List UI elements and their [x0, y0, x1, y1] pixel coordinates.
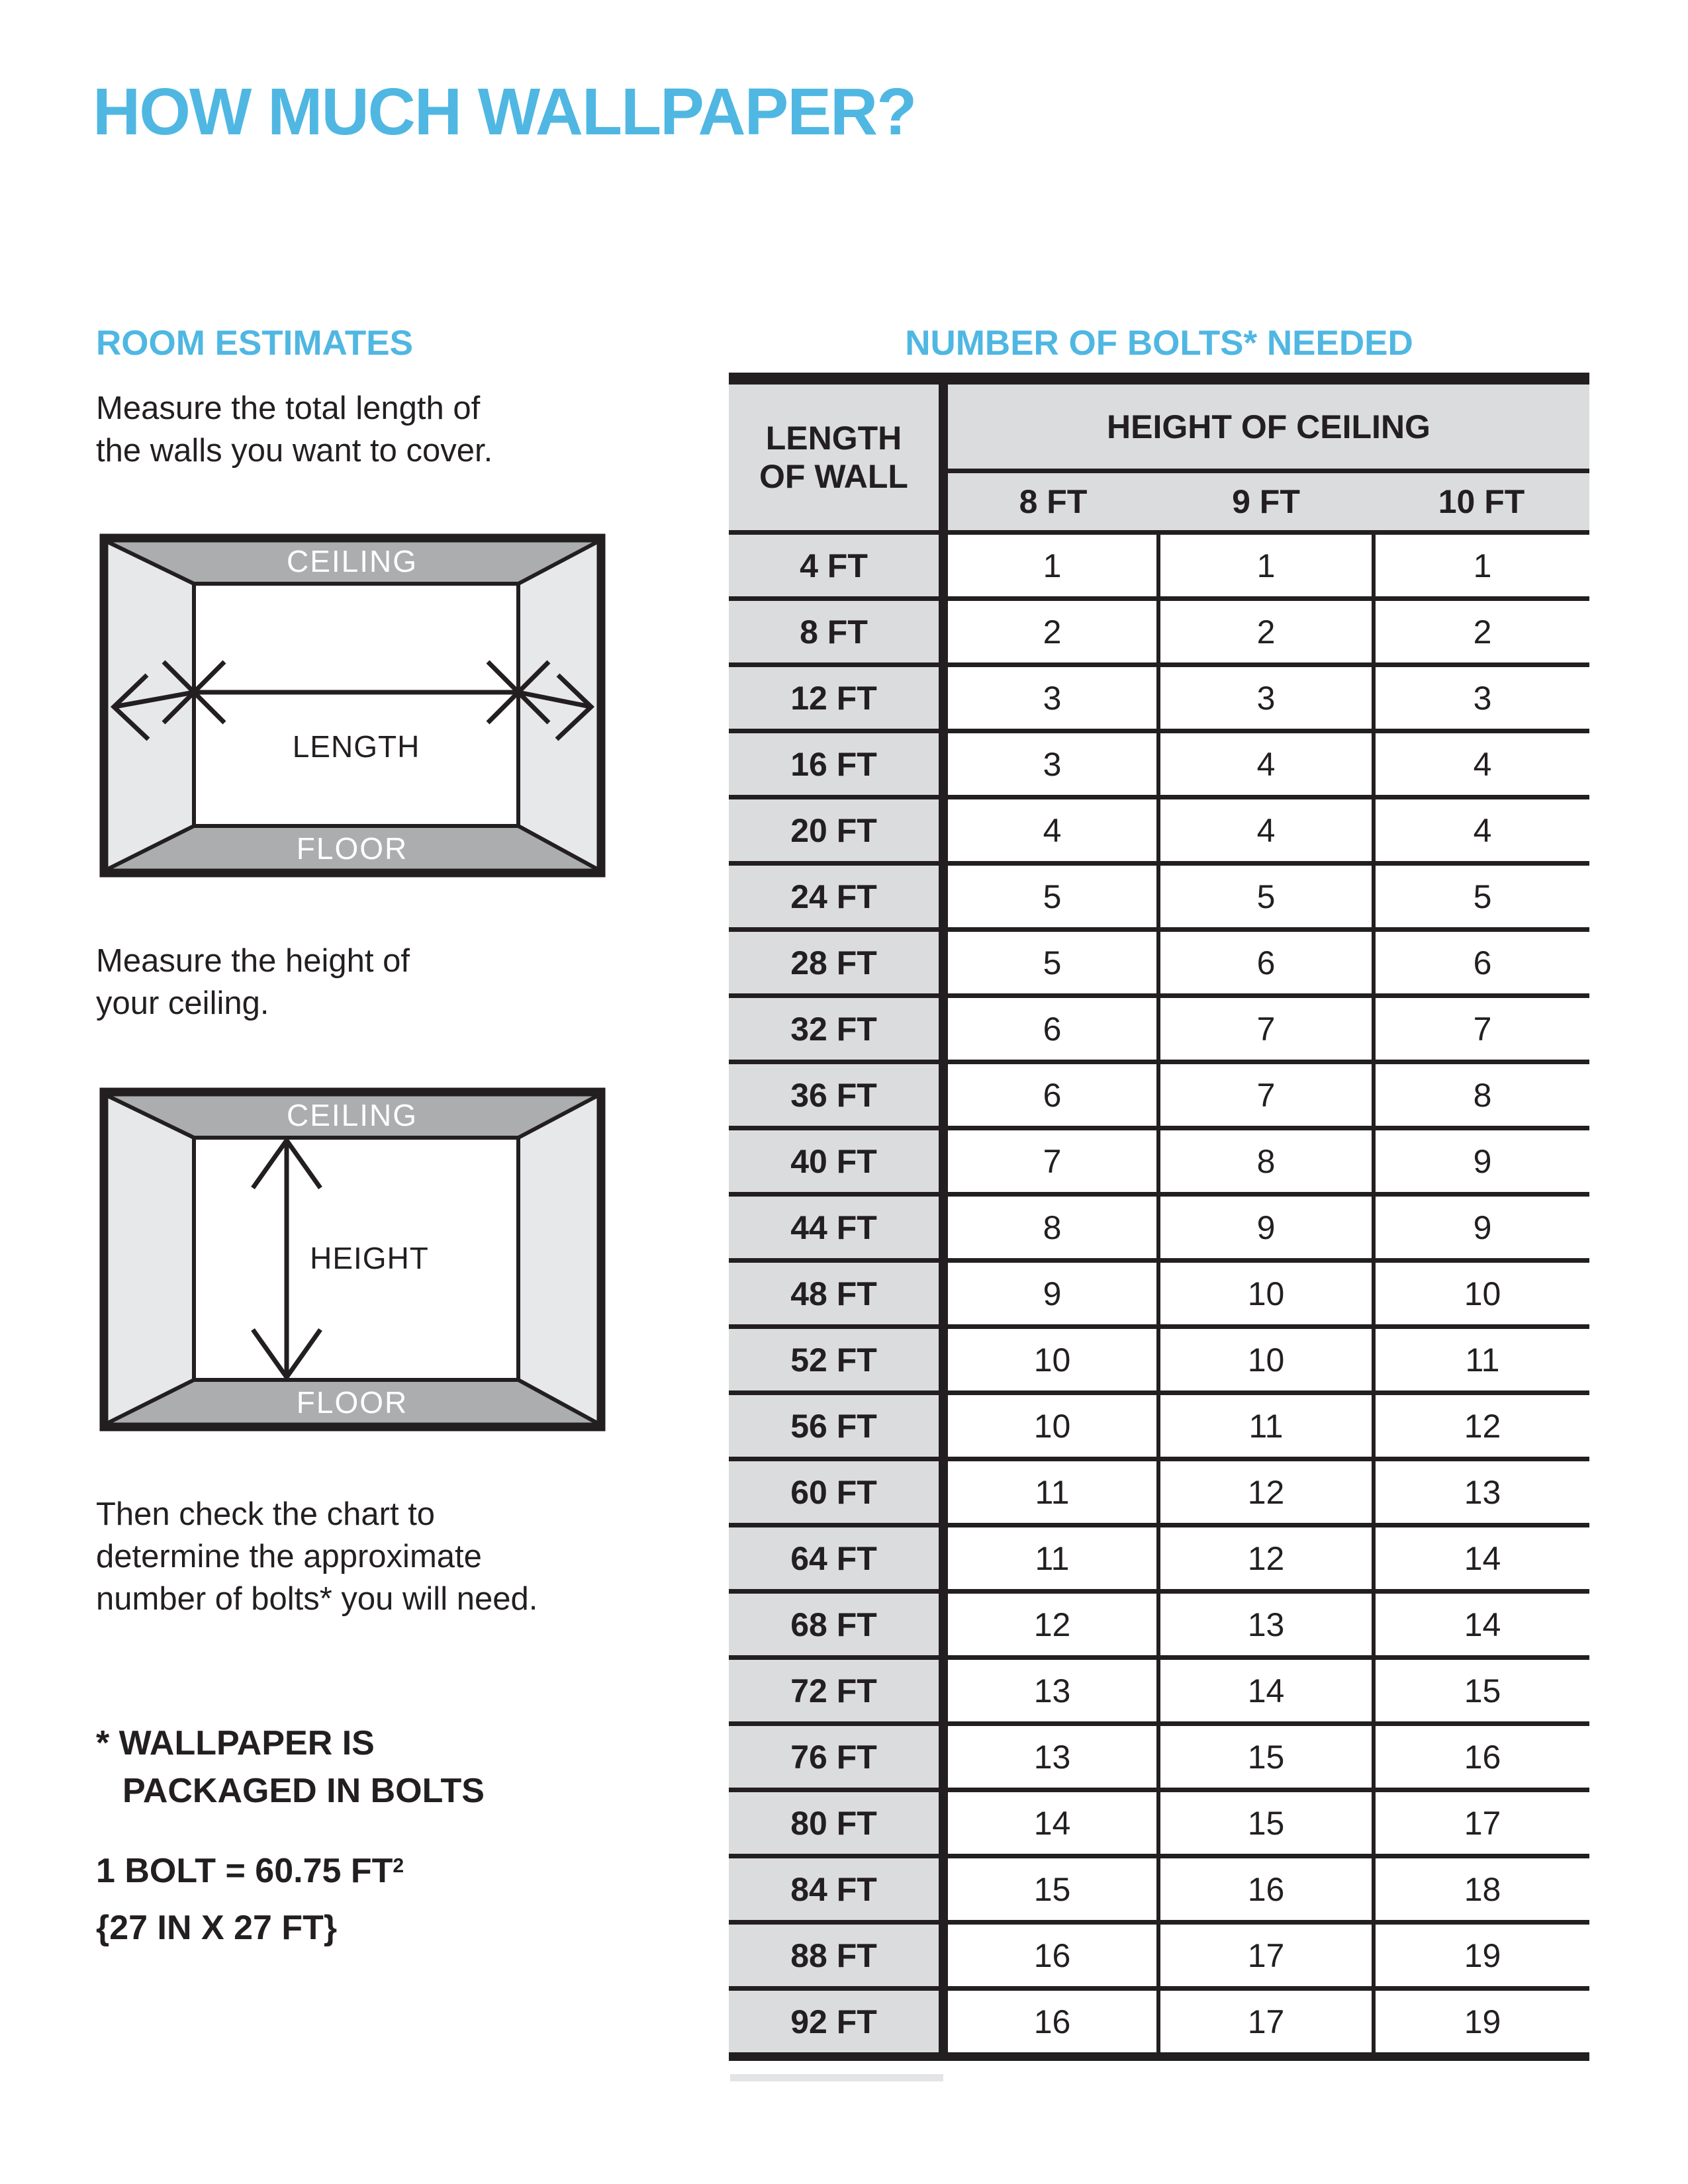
bolt-count-cell: 8	[943, 1195, 1158, 1261]
table-row	[729, 1923, 1589, 1989]
bolt-count-cell: 12	[943, 1592, 1158, 1658]
bolt-count-cell: 4	[1158, 797, 1374, 864]
wall-length-label: 16 FT	[729, 731, 943, 797]
table-row	[729, 996, 1589, 1062]
wall-length-label: 8 FT	[729, 599, 943, 665]
bolt-count-cell: 1	[1158, 533, 1374, 599]
table-row	[729, 1062, 1589, 1128]
height-of-ceiling-header: HEIGHT OF CEILING	[943, 379, 1589, 471]
floor-label: FLOOR	[296, 831, 408, 866]
bolt-count-cell: 6	[943, 1062, 1158, 1128]
wall-length-label: 92 FT	[729, 1989, 943, 2057]
bolt-count-cell: 5	[1158, 864, 1374, 930]
wall-length-label: 40 FT	[729, 1128, 943, 1195]
wall-length-label: 76 FT	[729, 1724, 943, 1790]
wall-length-label: 68 FT	[729, 1592, 943, 1658]
bolt-count-cell: 9	[1158, 1195, 1374, 1261]
table-row	[729, 1261, 1589, 1327]
bolt-count-cell: 11	[1158, 1393, 1374, 1459]
bolt-count-cell: 15	[1374, 1658, 1589, 1724]
bolt-footnote	[96, 1719, 485, 1815]
right-wall-shape	[518, 1096, 597, 1423]
bolt-count-cell: 10	[1158, 1261, 1374, 1327]
ceiling-label: CEILING	[286, 544, 418, 578]
table-row	[729, 1327, 1589, 1393]
measure-height-paragraph	[96, 940, 410, 1024]
bolt-count-cell: 9	[943, 1261, 1158, 1327]
bolts-table	[729, 373, 1589, 2061]
wall-length-label: 56 FT	[729, 1393, 943, 1459]
bolt-count-cell: 10	[943, 1393, 1158, 1459]
height-dimension-label: HEIGHT	[310, 1241, 429, 1275]
paragraph-line: number of bolts* you will need.	[96, 1581, 538, 1617]
table-row	[729, 1724, 1589, 1790]
bolt-count-cell: 2	[1374, 599, 1589, 665]
bolt-count-cell: 18	[1374, 1856, 1589, 1923]
bolt-count-cell: 16	[1374, 1724, 1589, 1790]
bolt-count-cell: 5	[943, 864, 1158, 930]
bolt-count-cell: 11	[1374, 1327, 1589, 1393]
bolt-count-cell: 7	[1158, 996, 1374, 1062]
wall-length-label: 48 FT	[729, 1261, 943, 1327]
table-row	[729, 1989, 1589, 2057]
paragraph-line: the walls you want to cover.	[96, 433, 493, 469]
wall-length-label: 36 FT	[729, 1062, 943, 1128]
bolt-count-cell: 4	[1374, 797, 1589, 864]
table-row	[729, 930, 1589, 996]
table-row	[729, 599, 1589, 665]
bolt-count-cell: 15	[1158, 1790, 1374, 1856]
wall-length-label: 4 FT	[729, 533, 943, 599]
bolt-count-cell: 13	[1158, 1592, 1374, 1658]
bolt-count-cell: 2	[943, 599, 1158, 665]
bolt-count-cell: 10	[1374, 1261, 1589, 1327]
bolt-dimensions: {27 IN X 27 FT}	[96, 1909, 338, 1947]
wall-length-label: 64 FT	[729, 1525, 943, 1592]
bolt-count-cell: 7	[943, 1128, 1158, 1195]
length-dimension-label: LENGTH	[292, 729, 420, 764]
bolts-table-container	[729, 373, 1589, 2061]
wall-length-label: 20 FT	[729, 797, 943, 864]
bolt-count-cell: 14	[1374, 1592, 1589, 1658]
wall-length-label: 72 FT	[729, 1658, 943, 1724]
bolt-count-cell: 11	[943, 1525, 1158, 1592]
bolt-count-cell: 13	[943, 1658, 1158, 1724]
bolt-count-cell: 4	[943, 797, 1158, 864]
bolt-count-cell: 5	[943, 930, 1158, 996]
bolts-needed-heading: NUMBER OF BOLTS* NEEDED	[905, 324, 1413, 363]
bolt-count-cell: 9	[1374, 1195, 1589, 1261]
footnote-line: PACKAGED IN BOLTS	[122, 1772, 485, 1810]
bolt-count-cell: 11	[943, 1459, 1158, 1525]
ceiling-label: CEILING	[286, 1098, 418, 1132]
bolt-count-cell: 17	[1158, 1923, 1374, 1989]
room-estimates-heading: ROOM ESTIMATES	[96, 324, 413, 363]
paragraph-line: Measure the height of	[96, 943, 410, 979]
column-header-8ft: 8 FT	[943, 471, 1158, 533]
table-row	[729, 1592, 1589, 1658]
wall-length-label: 88 FT	[729, 1923, 943, 1989]
room-height-diagram	[99, 1087, 606, 1432]
bolt-count-cell: 15	[1158, 1724, 1374, 1790]
table-row	[729, 731, 1589, 797]
bolt-count-cell: 6	[1374, 930, 1589, 996]
bolts-table-body	[729, 533, 1589, 2057]
bolt-count-cell: 16	[943, 1923, 1158, 1989]
bolt-count-cell: 1	[943, 533, 1158, 599]
bolt-count-cell: 17	[1158, 1989, 1374, 2057]
bolt-count-cell: 7	[1374, 996, 1589, 1062]
bolt-count-cell: 5	[1374, 864, 1589, 930]
page-title: HOW MUCH WALLPAPER?	[93, 75, 916, 149]
bolt-count-cell: 3	[943, 731, 1158, 797]
table-bottom-shadow	[730, 2074, 943, 2081]
bolt-count-cell: 12	[1158, 1459, 1374, 1525]
table-row	[729, 1128, 1589, 1195]
bolt-count-cell: 19	[1374, 1989, 1589, 2057]
check-chart-paragraph	[96, 1493, 538, 1620]
bolt-count-cell: 16	[1158, 1856, 1374, 1923]
table-row	[729, 864, 1589, 930]
bolt-count-cell: 14	[943, 1790, 1158, 1856]
bolt-count-cell: 4	[1158, 731, 1374, 797]
table-row	[729, 533, 1589, 599]
length-of-wall-header: LENGTH OF WALL	[729, 379, 943, 533]
wall-length-label: 60 FT	[729, 1459, 943, 1525]
bolt-count-cell: 10	[943, 1327, 1158, 1393]
bolt-equation: 1 BOLT = 60.75 $FT^2$	[96, 1852, 404, 1890]
table-row	[729, 1459, 1589, 1525]
table-header-row-1	[729, 379, 1589, 471]
column-header-9ft: 9 FT	[1158, 471, 1374, 533]
bolt-count-cell: 19	[1374, 1923, 1589, 1989]
table-row	[729, 1393, 1589, 1459]
left-wall-shape	[108, 1096, 194, 1423]
table-row	[729, 1856, 1589, 1923]
paragraph-line: Then check the chart to	[96, 1496, 436, 1532]
bolt-count-cell: 3	[943, 665, 1158, 731]
bolt-count-cell: 10	[1158, 1327, 1374, 1393]
wall-length-label: 44 FT	[729, 1195, 943, 1261]
bolt-count-cell: 16	[943, 1989, 1158, 2057]
bolt-count-cell: 7	[1158, 1062, 1374, 1128]
bolt-count-cell: 4	[1374, 731, 1589, 797]
wall-length-label: 32 FT	[729, 996, 943, 1062]
back-wall-shape	[194, 584, 518, 826]
bolt-count-cell: 13	[943, 1724, 1158, 1790]
bolt-size-info	[96, 1845, 404, 1954]
paragraph-line: determine the approximate	[96, 1539, 482, 1574]
bolt-count-cell: 3	[1374, 665, 1589, 731]
bolt-count-cell: 9	[1374, 1128, 1589, 1195]
room-length-diagram	[99, 533, 606, 878]
bolt-count-cell: 12	[1158, 1525, 1374, 1592]
paragraph-line: Measure the total length of	[96, 390, 481, 426]
bolt-count-cell: 13	[1374, 1459, 1589, 1525]
table-row	[729, 1658, 1589, 1724]
bolt-count-cell: 17	[1374, 1790, 1589, 1856]
bolt-count-cell: 2	[1158, 599, 1374, 665]
wall-length-label: 12 FT	[729, 665, 943, 731]
wall-length-label: 24 FT	[729, 864, 943, 930]
measure-length-paragraph	[96, 387, 492, 472]
footnote-line: * WALLPAPER IS	[96, 1724, 375, 1762]
bolt-count-cell: 6	[943, 996, 1158, 1062]
column-header-10ft: 10 FT	[1374, 471, 1589, 533]
squared-superscript: 2	[393, 1854, 404, 1877]
table-row	[729, 1790, 1589, 1856]
bolt-count-cell: 3	[1158, 665, 1374, 731]
wall-length-label: 84 FT	[729, 1856, 943, 1923]
bolt-count-cell: 8	[1374, 1062, 1589, 1128]
wall-length-label: 28 FT	[729, 930, 943, 996]
bolt-count-cell: 8	[1158, 1128, 1374, 1195]
bolt-count-cell: 12	[1374, 1393, 1589, 1459]
paragraph-line: your ceiling.	[96, 985, 269, 1021]
bolt-count-cell: 15	[943, 1856, 1158, 1923]
bolt-count-cell: 6	[1158, 930, 1374, 996]
table-row	[729, 1195, 1589, 1261]
wall-length-label: 52 FT	[729, 1327, 943, 1393]
table-row	[729, 1525, 1589, 1592]
bolt-count-cell: 14	[1374, 1525, 1589, 1592]
floor-label: FLOOR	[296, 1385, 408, 1420]
bolt-count-cell: 14	[1158, 1658, 1374, 1724]
bolt-count-cell: 1	[1374, 533, 1589, 599]
table-row	[729, 665, 1589, 731]
wall-length-label: 80 FT	[729, 1790, 943, 1856]
table-row	[729, 797, 1589, 864]
